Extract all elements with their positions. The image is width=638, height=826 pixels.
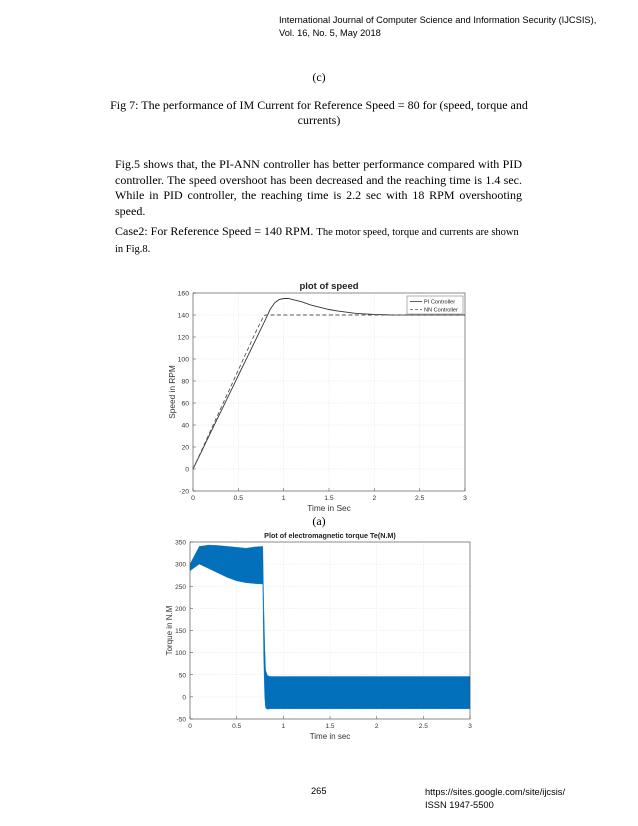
x-tick-label: 0.5 (232, 723, 242, 730)
y-tick-label: 100 (175, 650, 186, 658)
footer-url: https://sites.google.com/site/ijcsis/ (425, 787, 566, 797)
y-tick-label: -50 (176, 716, 186, 724)
y-tick-label: 200 (175, 605, 186, 613)
y-axis-label: Torque in N.M (165, 605, 174, 656)
x-tick-label: 2.5 (418, 723, 428, 730)
x-tick-label: 0 (191, 495, 195, 502)
legend-label: NN Controller (424, 307, 458, 314)
y-tick-label: 150 (175, 628, 186, 635)
x-tick-label: 2 (374, 723, 379, 730)
y-tick-label: 350 (175, 539, 186, 547)
y-tick-label: 40 (181, 422, 189, 430)
y-axis-label: Speed in RPM (167, 365, 177, 419)
y-tick-label: 60 (181, 400, 189, 408)
x-tick-label: 1.5 (325, 723, 335, 730)
y-tick-label: 100 (177, 356, 189, 364)
y-tick-label: 0 (182, 694, 186, 702)
x-tick-label: 2.5 (414, 495, 425, 502)
chart-title: Plot of electromagnetic torque Te(N.M) (264, 531, 396, 540)
journal-header-line2: Vol. 16, No. 5, May 2018 (279, 28, 381, 38)
fig7-caption: Fig 7: The performance of IM Current for Reference Speed = 80 for (speed, torque and currents) (110, 98, 528, 127)
legend (407, 296, 463, 314)
y-tick-label: 20 (181, 444, 189, 452)
chart-title: plot of speed (299, 281, 359, 292)
y-tick-label: 160 (177, 290, 189, 298)
footer-issn: ISSN 1947-5500 (425, 800, 494, 810)
y-tick-label: 50 (178, 672, 186, 680)
y-tick-label: 250 (175, 583, 186, 591)
x-tick-label: 2 (372, 495, 377, 502)
y-tick-label: 140 (177, 312, 189, 320)
y-tick-label: -20 (179, 488, 189, 496)
journal-header-line1: International Journal of Computer Science and Information Security (IJCSIS), (279, 15, 597, 25)
legend-label: PI Controller (424, 299, 456, 306)
footer-info (425, 786, 565, 812)
case2-rest-text: The motor speed, torque and currents are shown in Fig.8. (115, 227, 519, 255)
caption-c: (c) (312, 70, 326, 84)
caption-a: (a) (312, 514, 326, 528)
case2-main-text: Case2: For Reference Speed = 140 RPM. (115, 224, 314, 238)
body-paragraph: Fig.5 shows that, the PI-ANN controller has better performance compared with PID controller. The speed overshoot has been decreased and the reaching time is 1.4 sec. While in PID controller, the reaching time is 2.2 sec with 18 RPM overshooting speed. (115, 157, 522, 218)
x-tick-label: 0.5 (233, 495, 244, 502)
x-axis-label: Time in Sec (307, 503, 351, 513)
x-tick-label: 3 (468, 723, 472, 730)
y-tick-label: 300 (175, 561, 186, 569)
x-axis-label: Time in sec (309, 732, 351, 741)
y-tick-label: 120 (177, 334, 189, 342)
page-number: 265 (311, 786, 327, 796)
y-tick-label: 0 (185, 466, 189, 474)
x-tick-label: 3 (463, 495, 467, 502)
x-tick-label: 0 (188, 723, 192, 730)
x-tick-label: 1 (281, 723, 286, 730)
x-tick-label: 1.5 (324, 495, 334, 502)
y-tick-label: 80 (181, 378, 189, 386)
x-tick-label: 1 (281, 495, 286, 502)
